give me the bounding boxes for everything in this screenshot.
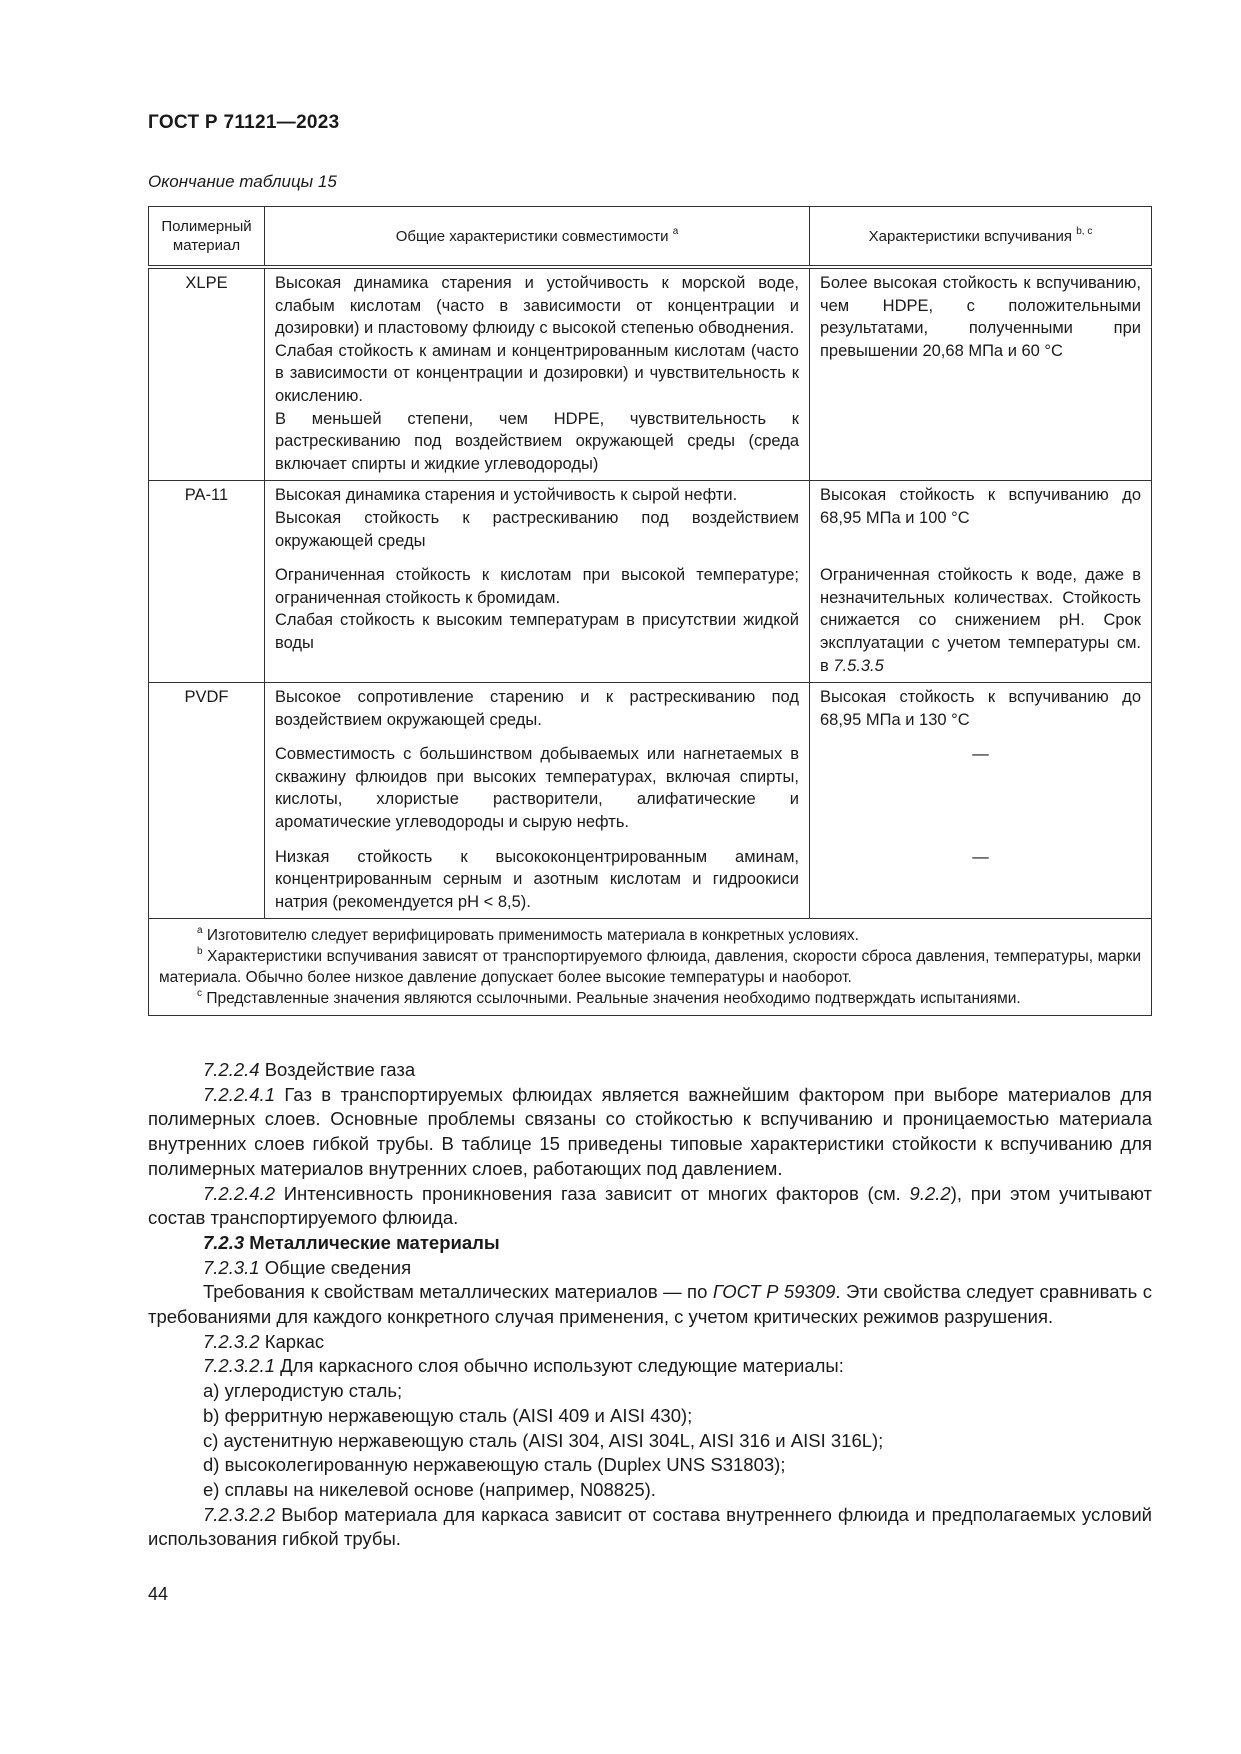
paragraph (148, 1503, 1152, 1552)
paragraph-text: Для каркасного слоя обычно используют следующие материалы: (280, 1355, 844, 1377)
paragraph (148, 1280, 1152, 1329)
compatibility-cell (265, 267, 810, 481)
table-15 (148, 206, 1152, 1016)
clause-title: Воздействие газа (264, 1059, 416, 1080)
clause-title: Каркас (264, 1330, 325, 1352)
paragraph (148, 1058, 1152, 1083)
paragraph-text: Газ в транспортируемых флюидах является важнейшим фактором при выборе материалов для полимерных слоев. Основные проблемы связаны со стойкостью к вспучиванию и проницаемостью материала внутренних слоев гибкой трубы. В таблице 15 приведены типовые характеристики стойкости к вспучиванию для полимерных материалов внутренних слоев, работающих под давлением. (148, 1083, 1152, 1179)
table-caption: Окончание таблицы 15 (148, 172, 337, 191)
column-header-swelling: Характеристики вспучивания $^{b, c}$ (810, 207, 1152, 268)
table-row-pa11 (149, 481, 1152, 557)
clause-number: 7.2.3.1 (203, 1256, 260, 1278)
standard-ref: ГОСТ Р 59309 (712, 1281, 836, 1303)
footnote-text: Представленные значения являются ссылочными. Реальные значения необходимо подтверждать испытаниями. (206, 990, 1021, 1008)
swelling-cell: Высокая стойкость к вспучиванию до 68,95 МПа и 100 °С (810, 481, 1152, 557)
footnote-c (159, 988, 1141, 1009)
section-ref: 7.5.3.5 (833, 656, 884, 675)
section-heading (148, 1231, 1152, 1256)
swelling-cell: — (810, 736, 1152, 838)
paragraph (148, 1083, 1152, 1182)
compatibility-cell: Совместимость с большинством добываемых или нагнетаемых в скважину флюидов при высоких температурах, включая спирты, кислоты, хлористые растворители, алифатические и ароматические углеводороды и сырую нефть. (265, 736, 810, 838)
footnote-b (159, 946, 1141, 988)
section-ref: 9.2.2 (909, 1182, 951, 1204)
compatibility-cell (265, 557, 810, 682)
compat-text: Высокая стойкость к растрескиванию под воздействием окружающей среды (275, 508, 799, 550)
compat-text: Ограниченная стойкость к кислотам при высокой температуре; ограниченная стойкость к бромидам. (275, 566, 799, 607)
swelling-cell: Более высокая стойкость к вспучиванию, чем HDPE, с положительными результатами, полученными при превышении 20,68 МПа и 60 °С (810, 267, 1152, 481)
clause-title: Общие сведения (264, 1256, 412, 1278)
list-item: с) аустенитную нержавеющую сталь (AISI 304, AISI 304L, AISI 316 и AISI 316L); (203, 1429, 884, 1451)
compatibility-cell (265, 481, 810, 557)
material-cell: PVDF (149, 683, 265, 919)
compat-text: Высокая динамика старения и устойчивость к сырой нефти. (275, 486, 738, 505)
table-row-pvdf-sub (149, 736, 1152, 838)
document-header: ГОСТ Р 71121—2023 (148, 112, 340, 133)
clause-number: 7.2.2.4 (203, 1059, 260, 1080)
swelling-text: Ограниченная стойкость к воде, даже в незначительных количествах. Стойкость снижается со снижением pH. Срок эксплуатации с учетом температуры см. в (820, 566, 1141, 675)
table-row-pvdf-sub (149, 839, 1152, 919)
footnote-text: Изготовителю следует верифицировать применимость материала в конкретных условиях. (206, 927, 859, 945)
list-item: d) высоколегированную нержавеющую сталь (Duplex UNS S31803); (203, 1454, 786, 1476)
compat-text: Слабая стойкость к аминам и концентрированным кислотам (часто в зависимости от концентрации и дозировки) и чувствительность к окислению. (275, 341, 799, 405)
paragraph-text: . Эти свойства следует сравнивать с требованиями для каждого конкретного случая применения, с учетом критических режимов разрушения. (148, 1281, 1152, 1328)
page-number: 44 (148, 1584, 169, 1604)
paragraph-text: ), при этом учитывают состав транспортируемого флюида. (148, 1182, 1152, 1229)
footnote-text: Характеристики вспучивания зависят от транспортируемого флюида, давления, скорости сброса давления, температуры, марки материала. Обычно более низкое давление допускает более высокие температуры и наоборот. (159, 948, 1141, 987)
paragraph (148, 1330, 1152, 1355)
compat-text: Высокая динамика старения и устойчивость к морской воде, слабым кислотам (часто в зависимости от концентрации и дозировки) и пластовому флюиду с высокой степенью обводнения. (275, 274, 799, 338)
clause-number: 7.2.3.2.1 (203, 1355, 276, 1377)
footnote-ref-a: a (672, 225, 679, 237)
footnote-mark: a (197, 925, 203, 937)
compat-text: Слабая стойкость к высоким температурам в присутствии жидкой воды (275, 611, 799, 652)
table-footnotes-row (149, 919, 1152, 1016)
clause-number: 7.2.3.2.2 (203, 1503, 276, 1525)
swelling-cell: Высокая стойкость к вспучиванию до 68,95 МПа и 130 °С (810, 683, 1152, 737)
paragraph (148, 1182, 1152, 1231)
list-item: а) углеродистую сталь; (203, 1380, 403, 1402)
clause-number: 7.2.3 (203, 1231, 245, 1253)
footnote-mark: b (197, 946, 203, 958)
swelling-cell (810, 557, 1152, 682)
table-row-xlpe (149, 267, 1152, 481)
paragraph (148, 1354, 1152, 1379)
clause-title: Металлические материалы (249, 1231, 500, 1253)
material-cell: PA-11 (149, 481, 265, 683)
material-cell: XLPE (149, 267, 265, 481)
footnote-mark: c (197, 988, 202, 1000)
column-header-material: Полимерный материал (149, 207, 265, 268)
paragraph-text: Выбор материала для каркаса зависит от состава внутреннего флюида и предполагаемых условий использования гибкой трубы. (148, 1503, 1152, 1550)
footnote-a (159, 925, 1141, 946)
clause-number: 7.2.2.4.2 (203, 1182, 276, 1204)
clause-number: 7.2.3.2 (203, 1330, 260, 1352)
list-item: b) ферритную нержавеющую сталь (AISI 409 и AISI 430); (203, 1404, 693, 1426)
column-header-compatibility: Общие характеристики совместимости $^a$ (265, 207, 810, 268)
compatibility-cell: Низкая стойкость к высококонцентрированным аминам, концентрированным серным и азотным кислотам и гидроокиси натрия (рекомендуется pH < 8,5). (265, 839, 810, 919)
paragraph (148, 1256, 1152, 1281)
paragraph-text: Интенсивность проникновения газа зависит от многих факторов (см. (283, 1182, 901, 1204)
compat-text: В меньшей степени, чем HDPE, чувствительность к растрескиванию под воздействием окружающей среды (среда включает спирты и жидкие углеводороды) (275, 409, 799, 473)
compatibility-cell: Высокое сопротивление старению и к растрескиванию под воздействием окружающей среды. (265, 683, 810, 737)
table-footnotes (149, 919, 1152, 1016)
table-header-row (149, 207, 1152, 268)
footnote-ref-bc: b, c (1076, 225, 1093, 237)
clause-number: 7.2.2.4.1 (203, 1083, 276, 1105)
paragraph-text: Требования к свойствам металлических материалов — по (203, 1281, 708, 1303)
body-text (148, 1058, 1152, 1552)
table-row-pa11-sub (149, 557, 1152, 682)
list-item: е) сплавы на никелевой основе (например, N08825). (203, 1478, 656, 1500)
table-row-pvdf (149, 683, 1152, 737)
swelling-cell: — (810, 839, 1152, 919)
